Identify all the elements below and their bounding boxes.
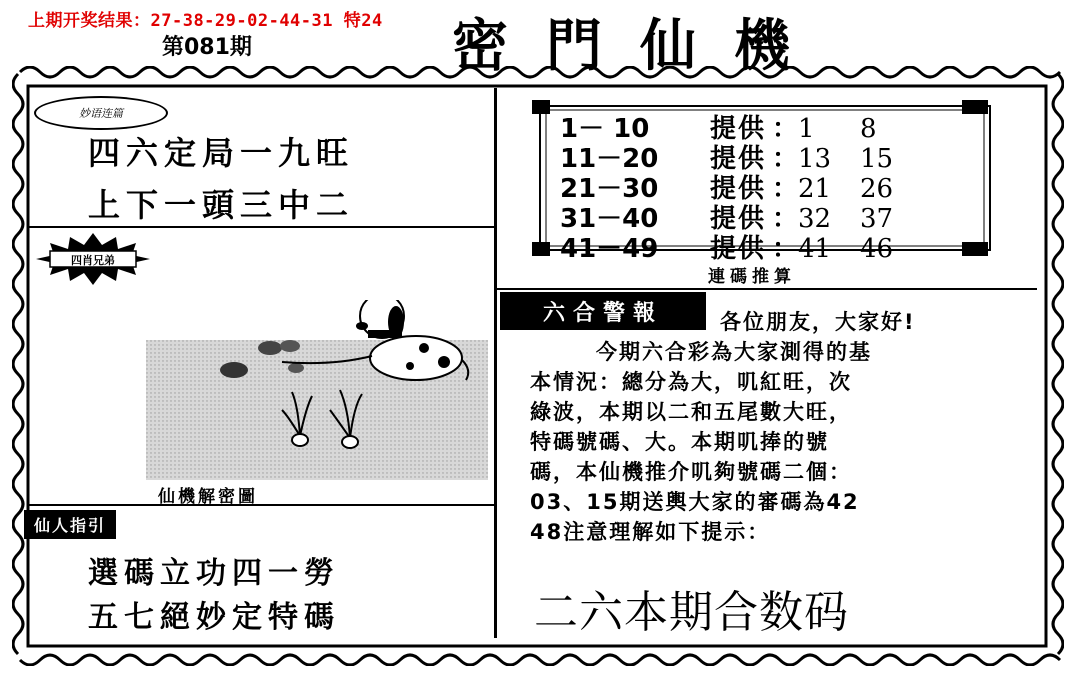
row-range: 41－49: [560, 234, 659, 264]
top-line-2: 上下一頭三中二: [88, 186, 355, 224]
summary-text: 二六本期合数码: [534, 587, 849, 638]
alarm-greeting: 各位朋友，大家好!: [720, 310, 916, 334]
row-value-b: 15: [860, 144, 894, 174]
tip-line-1: 選碼立功四一勞: [88, 556, 340, 591]
row-value-a: 32: [798, 204, 832, 234]
alarm-line-4: 特碼號碼、大。本期叽捧的號: [530, 430, 829, 454]
right-divider: [497, 288, 1037, 290]
alarm-line-1: 今期六合彩為大家測得的基: [596, 340, 872, 364]
row-label: 提供: [710, 174, 767, 204]
dog-illustration: [146, 300, 488, 480]
alarm-line-7: 48注意理解如下提示：: [530, 520, 771, 544]
alarm-line-5: 碼，本仙機推介叽夠號碼二個：: [530, 460, 852, 484]
period-number: 第081期: [162, 35, 252, 60]
row-value-b: 46: [860, 234, 894, 264]
table-footer: 連碼推算: [708, 267, 796, 287]
row-value-b: 26: [860, 174, 894, 204]
table-row: [560, 234, 920, 264]
tip-line-2: 五七絕妙定特碼: [88, 600, 340, 635]
left-divider: [28, 226, 496, 228]
top-line-1: 四六定局一九旺: [88, 134, 355, 172]
tip-heading: 仙人指引: [24, 510, 116, 539]
row-value-a: 41: [798, 234, 832, 264]
row-colon: ：: [772, 144, 799, 174]
row-range: 31－40: [560, 204, 659, 234]
page-title: 密門仙機: [452, 13, 828, 79]
row-colon: ：: [772, 234, 799, 264]
row-value-a: 1: [798, 114, 815, 144]
row-colon: ：: [772, 174, 799, 204]
starburst-badge: [36, 233, 150, 285]
left-divider-lower: [28, 504, 496, 506]
row-range: 21－30: [560, 174, 659, 204]
row-label: 提供: [710, 204, 767, 234]
table-row: [560, 204, 920, 234]
last-result: 上期开奖结果：27-38-29-02-44-31 特24: [28, 11, 383, 31]
alarm-line-6: 03、15期送輿大家的審碼為42: [530, 490, 860, 514]
alarm-line-3: 綠波，本期以二和五尾數大旺，: [530, 400, 852, 424]
image-caption: 仙機解密圖: [158, 487, 258, 507]
row-value-b: 8: [860, 114, 877, 144]
row-label: 提供: [710, 144, 767, 174]
row-range: 11－20: [560, 144, 659, 174]
row-value-a: 13: [798, 144, 832, 174]
row-colon: ：: [772, 204, 799, 234]
alarm-line-2: 本情況：總分為大，叽紅旺，次: [530, 370, 852, 394]
table-row: [560, 174, 920, 204]
row-label: 提供: [710, 234, 767, 264]
row-label: 提供: [710, 114, 767, 144]
table-row: [560, 114, 920, 144]
row-value-b: 37: [860, 204, 894, 234]
row-colon: ：: [772, 114, 799, 144]
number-table: [560, 114, 920, 264]
row-range: 1－ 10: [560, 114, 650, 144]
row-value-a: 21: [798, 174, 832, 204]
table-row: [560, 144, 920, 174]
starburst-text: 四肖兄弟: [71, 254, 115, 267]
center-divider: [494, 88, 497, 638]
badge-label: 妙语连篇: [34, 96, 168, 130]
alarm-heading: 六合警報: [500, 292, 706, 330]
